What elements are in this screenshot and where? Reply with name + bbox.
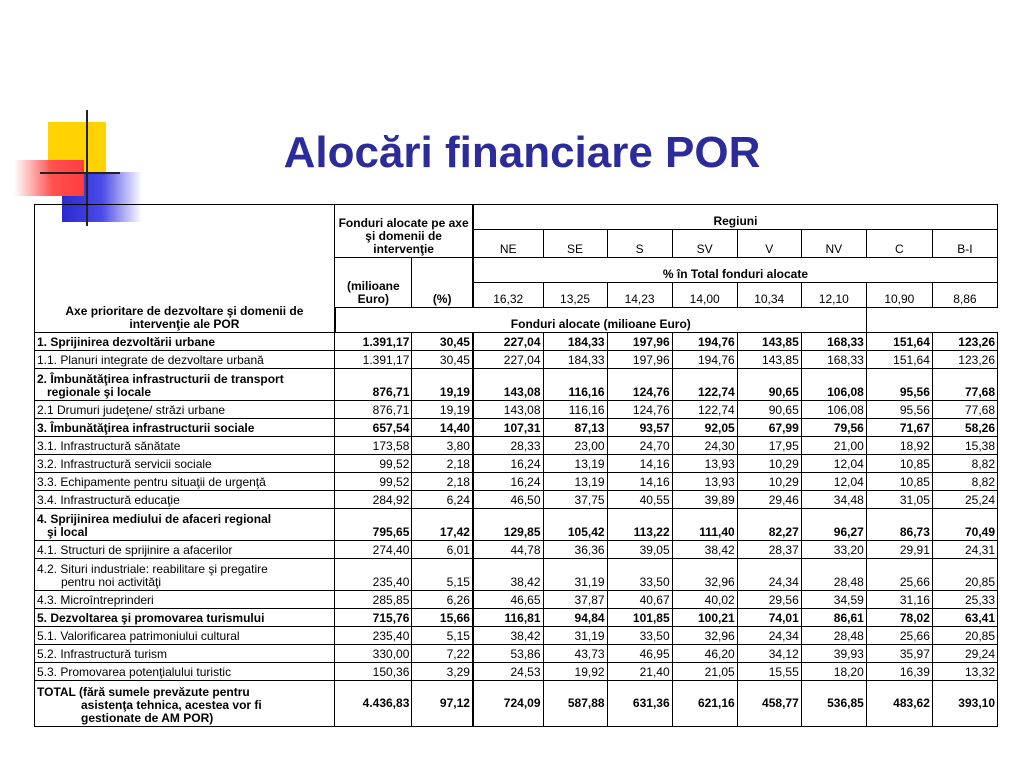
value-cell: 31,16 xyxy=(866,591,932,609)
header-fonduri: Fonduri alocate pe axe şi domenii de intervenţie xyxy=(335,205,473,258)
value-cell: 29,56 xyxy=(737,591,801,609)
value-cell: 168,33 xyxy=(801,351,866,369)
value-cell: 28,48 xyxy=(801,559,866,591)
row-label xyxy=(35,663,335,681)
value-cell: 46,65 xyxy=(473,591,543,609)
value-cell: 24,31 xyxy=(932,541,997,559)
total-value-cell: 458,77 xyxy=(737,681,801,727)
value-cell: 13,19 xyxy=(543,473,607,491)
value-cell: 284,92 xyxy=(335,491,412,509)
value-cell: 13,32 xyxy=(932,663,997,681)
value-cell: 77,68 xyxy=(932,401,997,419)
total-value-cell: 724,09 xyxy=(473,681,543,727)
value-cell: 106,08 xyxy=(801,401,866,419)
value-cell: 1.391,17 xyxy=(335,351,412,369)
value-cell: 18,20 xyxy=(801,663,866,681)
table-row xyxy=(35,541,998,559)
value-cell: 6,01 xyxy=(412,541,473,559)
total-value-cell: 97,12 xyxy=(412,681,473,727)
row-label xyxy=(35,369,335,401)
value-cell: 14,16 xyxy=(607,455,672,473)
row-label-line: 5.2. Infrastructură turism xyxy=(37,647,168,661)
value-cell: 38,42 xyxy=(672,541,737,559)
value-cell: 8,82 xyxy=(932,473,997,491)
value-cell: 67,99 xyxy=(737,419,801,437)
value-cell: 70,49 xyxy=(932,509,997,541)
value-cell: 123,26 xyxy=(932,351,997,369)
value-cell: 14,16 xyxy=(607,473,672,491)
total-label-line: asistenţa tehnica, acestea vor fi xyxy=(81,698,262,712)
value-cell: 12,04 xyxy=(801,455,866,473)
total-value-cell: 631,36 xyxy=(607,681,672,727)
value-cell: 18,92 xyxy=(866,437,932,455)
value-cell: 40,67 xyxy=(607,591,672,609)
header-milioane: (milioane Euro) xyxy=(335,258,412,308)
value-cell: 33,50 xyxy=(607,627,672,645)
value-cell: 95,56 xyxy=(866,401,932,419)
value-cell: 1.391,17 xyxy=(335,333,412,351)
value-cell: 63,41 xyxy=(932,609,997,627)
region-header: B-I xyxy=(932,230,997,258)
value-cell: 184,33 xyxy=(543,333,607,351)
value-cell: 715,76 xyxy=(335,609,412,627)
row-label-line: regionale şi locale xyxy=(47,385,152,399)
row-label-line: 2.1 Drumuri judeţene/ străzi urbane xyxy=(37,403,226,417)
value-cell: 13,93 xyxy=(672,473,737,491)
value-cell: 34,12 xyxy=(737,645,801,663)
value-cell: 36,36 xyxy=(543,541,607,559)
region-header: SV xyxy=(672,230,737,258)
value-cell: 24,30 xyxy=(672,437,737,455)
row-label-line: pentru noi activităţi xyxy=(61,575,162,589)
value-cell: 10,85 xyxy=(866,473,932,491)
value-cell: 25,66 xyxy=(866,559,932,591)
value-cell: 10,29 xyxy=(737,473,801,491)
value-cell: 194,76 xyxy=(672,351,737,369)
row-label xyxy=(35,401,335,419)
region-header: V xyxy=(737,230,801,258)
value-cell: 43,73 xyxy=(543,645,607,663)
value-cell: 101,85 xyxy=(607,609,672,627)
region-header: SE xyxy=(543,230,607,258)
value-cell: 10,29 xyxy=(737,455,801,473)
value-cell: 24,70 xyxy=(607,437,672,455)
value-cell: 30,45 xyxy=(412,333,473,351)
total-label-line: TOTAL (fără sumele prevăzute pentru xyxy=(37,685,250,699)
value-cell: 95,56 xyxy=(866,369,932,401)
value-cell: 77,68 xyxy=(932,369,997,401)
table-row xyxy=(35,609,998,627)
table-row xyxy=(35,455,998,473)
region-pct-cell: 14,23 xyxy=(607,283,672,308)
row-label-line: 4.3. Microîntreprinderi xyxy=(37,593,154,607)
table-row xyxy=(35,559,998,591)
value-cell: 150,36 xyxy=(335,663,412,681)
value-cell: 74,01 xyxy=(737,609,801,627)
value-cell: 107,31 xyxy=(473,419,543,437)
value-cell: 194,76 xyxy=(672,333,737,351)
value-cell: 235,40 xyxy=(335,627,412,645)
total-row xyxy=(35,681,998,727)
row-label-line: 5. Dezvoltarea şi promovarea turismului xyxy=(37,611,265,625)
value-cell: 12,04 xyxy=(801,473,866,491)
total-value-cell: 536,85 xyxy=(801,681,866,727)
header-axe: Axe prioritare de dezvoltare şi domenii de intervenţie ale POR xyxy=(35,205,335,333)
row-label xyxy=(35,437,335,455)
value-cell: 35,97 xyxy=(866,645,932,663)
row-label xyxy=(35,541,335,559)
value-cell: 100,21 xyxy=(672,609,737,627)
total-value-cell: 587,88 xyxy=(543,681,607,727)
row-label-line: 2. Îmbunătăţirea infrastructurii de transport xyxy=(37,372,284,386)
value-cell: 173,58 xyxy=(335,437,412,455)
value-cell: 116,16 xyxy=(543,369,607,401)
value-cell: 32,96 xyxy=(672,627,737,645)
value-cell: 39,93 xyxy=(801,645,866,663)
value-cell: 28,37 xyxy=(737,541,801,559)
value-cell: 6,24 xyxy=(412,491,473,509)
value-cell: 3,80 xyxy=(412,437,473,455)
value-cell: 53,86 xyxy=(473,645,543,663)
value-cell: 33,20 xyxy=(801,541,866,559)
value-cell: 105,42 xyxy=(543,509,607,541)
value-cell: 111,40 xyxy=(672,509,737,541)
value-cell: 795,65 xyxy=(335,509,412,541)
header-fonduri-mil: Fonduri alocate (milioane Euro) xyxy=(335,308,867,333)
value-cell: 3,29 xyxy=(412,663,473,681)
value-cell: 40,02 xyxy=(672,591,737,609)
row-label xyxy=(35,609,335,627)
row-label xyxy=(35,351,335,369)
region-header: S xyxy=(607,230,672,258)
value-cell: 82,27 xyxy=(737,509,801,541)
value-cell: 14,40 xyxy=(412,419,473,437)
value-cell: 21,05 xyxy=(672,663,737,681)
value-cell: 235,40 xyxy=(335,559,412,591)
region-header: C xyxy=(866,230,932,258)
value-cell: 21,00 xyxy=(801,437,866,455)
value-cell: 38,42 xyxy=(473,559,543,591)
value-cell: 28,48 xyxy=(801,627,866,645)
table-row xyxy=(35,437,998,455)
value-cell: 20,85 xyxy=(932,627,997,645)
value-cell: 151,64 xyxy=(866,333,932,351)
value-cell: 29,91 xyxy=(866,541,932,559)
value-cell: 34,48 xyxy=(801,491,866,509)
value-cell: 23,00 xyxy=(543,437,607,455)
value-cell: 86,73 xyxy=(866,509,932,541)
table-row xyxy=(35,401,998,419)
value-cell: 15,55 xyxy=(737,663,801,681)
value-cell: 92,05 xyxy=(672,419,737,437)
row-label xyxy=(35,455,335,473)
region-pct-cell: 14,00 xyxy=(672,283,737,308)
value-cell: 116,81 xyxy=(473,609,543,627)
value-cell: 124,76 xyxy=(607,369,672,401)
value-cell: 2,18 xyxy=(412,473,473,491)
table-row xyxy=(35,663,998,681)
value-cell: 274,40 xyxy=(335,541,412,559)
value-cell: 5,15 xyxy=(412,627,473,645)
table-row xyxy=(35,333,998,351)
value-cell: 16,24 xyxy=(473,455,543,473)
total-value-cell: 393,10 xyxy=(932,681,997,727)
table-row xyxy=(35,509,998,541)
row-label-line: 3. Îmbunătăţirea infrastructurii sociale xyxy=(37,421,255,435)
value-cell: 197,96 xyxy=(607,333,672,351)
value-cell: 31,19 xyxy=(543,627,607,645)
value-cell: 93,57 xyxy=(607,419,672,437)
value-cell: 31,19 xyxy=(543,559,607,591)
value-cell: 10,85 xyxy=(866,455,932,473)
value-cell: 99,52 xyxy=(335,473,412,491)
value-cell: 143,85 xyxy=(737,333,801,351)
value-cell: 285,85 xyxy=(335,591,412,609)
value-cell: 330,00 xyxy=(335,645,412,663)
slide-title: Alocări financiare POR xyxy=(283,128,761,177)
value-cell: 86,61 xyxy=(801,609,866,627)
value-cell: 19,92 xyxy=(543,663,607,681)
region-header: NV xyxy=(801,230,866,258)
region-pct-cell: 16,32 xyxy=(473,283,543,308)
value-cell: 19,19 xyxy=(412,401,473,419)
header-percent: (%) xyxy=(412,258,473,308)
total-value-cell: 483,62 xyxy=(866,681,932,727)
header-regiuni: Regiuni xyxy=(473,205,998,230)
value-cell: 143,08 xyxy=(473,369,543,401)
region-pct-cell: 8,86 xyxy=(932,283,997,308)
row-label-line: 3.1. Infrastructură sănătate xyxy=(37,439,181,453)
row-label-line: 3.4. Infrastructură educaţie xyxy=(37,493,180,507)
value-cell: 25,66 xyxy=(866,627,932,645)
value-cell: 90,65 xyxy=(737,401,801,419)
value-cell: 106,08 xyxy=(801,369,866,401)
total-value-cell: 621,16 xyxy=(672,681,737,727)
value-cell: 24,34 xyxy=(737,627,801,645)
table-row xyxy=(35,491,998,509)
value-cell: 113,22 xyxy=(607,509,672,541)
value-cell: 129,85 xyxy=(473,509,543,541)
value-cell: 16,24 xyxy=(473,473,543,491)
table-row xyxy=(35,645,998,663)
row-label-line: 1.1. Planuri integrate de dezvoltare urbană xyxy=(37,353,264,367)
value-cell: 143,85 xyxy=(737,351,801,369)
value-cell: 123,26 xyxy=(932,333,997,351)
value-cell: 5,15 xyxy=(412,559,473,591)
value-cell: 37,75 xyxy=(543,491,607,509)
value-cell: 46,95 xyxy=(607,645,672,663)
value-cell: 38,42 xyxy=(473,627,543,645)
row-label xyxy=(35,591,335,609)
value-cell: 25,24 xyxy=(932,491,997,509)
value-cell: 99,52 xyxy=(335,455,412,473)
value-cell: 94,84 xyxy=(543,609,607,627)
value-cell: 90,65 xyxy=(737,369,801,401)
value-cell: 876,71 xyxy=(335,401,412,419)
value-cell: 876,71 xyxy=(335,369,412,401)
table-row xyxy=(35,351,998,369)
value-cell: 124,76 xyxy=(607,401,672,419)
value-cell: 17,42 xyxy=(412,509,473,541)
row-label xyxy=(35,509,335,541)
table-row xyxy=(35,369,998,401)
value-cell: 32,96 xyxy=(672,559,737,591)
value-cell: 24,53 xyxy=(473,663,543,681)
value-cell: 19,19 xyxy=(412,369,473,401)
row-label-line: 1. Sprijinirea dezvoltării urbane xyxy=(37,335,216,349)
row-label-line: şi local xyxy=(47,525,88,539)
row-label xyxy=(35,491,335,509)
value-cell: 87,13 xyxy=(543,419,607,437)
value-cell: 39,05 xyxy=(607,541,672,559)
region-pct-cell: 13,25 xyxy=(543,283,607,308)
value-cell: 116,16 xyxy=(543,401,607,419)
value-cell: 37,87 xyxy=(543,591,607,609)
value-cell: 40,55 xyxy=(607,491,672,509)
value-cell: 168,33 xyxy=(801,333,866,351)
value-cell: 122,74 xyxy=(672,401,737,419)
value-cell: 21,40 xyxy=(607,663,672,681)
value-cell: 33,50 xyxy=(607,559,672,591)
region-pct-cell: 10,34 xyxy=(737,283,801,308)
value-cell: 227,04 xyxy=(473,351,543,369)
value-cell: 657,54 xyxy=(335,419,412,437)
value-cell: 96,27 xyxy=(801,509,866,541)
value-cell: 227,04 xyxy=(473,333,543,351)
header-pct-total: % în Total fonduri alocate xyxy=(473,258,998,283)
value-cell: 7,22 xyxy=(412,645,473,663)
value-cell: 16,39 xyxy=(866,663,932,681)
row-label xyxy=(35,473,335,491)
value-cell: 79,56 xyxy=(801,419,866,437)
value-cell: 15,38 xyxy=(932,437,997,455)
row-label xyxy=(35,559,335,591)
value-cell: 29,46 xyxy=(737,491,801,509)
value-cell: 122,74 xyxy=(672,369,737,401)
total-value-cell: 4.436,83 xyxy=(335,681,412,727)
table-row xyxy=(35,419,998,437)
value-cell: 44,78 xyxy=(473,541,543,559)
value-cell: 2,18 xyxy=(412,455,473,473)
table-row xyxy=(35,591,998,609)
row-label xyxy=(35,333,335,351)
value-cell: 151,64 xyxy=(866,351,932,369)
row-label-line: 4.1. Structuri de sprijinire a afacerilor xyxy=(37,543,233,557)
table-row xyxy=(35,473,998,491)
row-label xyxy=(35,627,335,645)
value-cell: 15,66 xyxy=(412,609,473,627)
value-cell: 34,59 xyxy=(801,591,866,609)
row-label-line: 4.2. Situri industriale: reabilitare şi pregatire xyxy=(37,562,268,576)
region-pct-cell: 12,10 xyxy=(801,283,866,308)
value-cell: 29,24 xyxy=(932,645,997,663)
value-cell: 46,50 xyxy=(473,491,543,509)
allocation-table xyxy=(34,204,998,727)
value-cell: 17,95 xyxy=(737,437,801,455)
value-cell: 13,19 xyxy=(543,455,607,473)
value-cell: 71,67 xyxy=(866,419,932,437)
row-label-line: 5.3. Promovarea potenţialului turistic xyxy=(37,665,232,679)
total-label-line: gestionate de AM POR) xyxy=(81,711,214,725)
value-cell: 13,93 xyxy=(672,455,737,473)
value-cell: 143,08 xyxy=(473,401,543,419)
value-cell: 58,26 xyxy=(932,419,997,437)
value-cell: 39,89 xyxy=(672,491,737,509)
row-label xyxy=(35,419,335,437)
total-label xyxy=(35,681,335,727)
value-cell: 30,45 xyxy=(412,351,473,369)
row-label-line: 4. Sprijinirea mediului de afaceri regional xyxy=(37,512,272,526)
value-cell: 24,34 xyxy=(737,559,801,591)
row-label-line: 3.2. Infrastructură servicii sociale xyxy=(37,457,212,471)
row-label-line: 3.3. Echipamente pentru situaţii de urgenţă xyxy=(37,475,266,489)
value-cell: 197,96 xyxy=(607,351,672,369)
row-label xyxy=(35,645,335,663)
region-pct-cell: 10,90 xyxy=(866,283,932,308)
value-cell: 20,85 xyxy=(932,559,997,591)
value-cell: 25,33 xyxy=(932,591,997,609)
value-cell: 31,05 xyxy=(866,491,932,509)
value-cell: 8,82 xyxy=(932,455,997,473)
value-cell: 28,33 xyxy=(473,437,543,455)
region-header: NE xyxy=(473,230,543,258)
value-cell: 184,33 xyxy=(543,351,607,369)
row-label-line: 5.1. Valorificarea patrimoniului cultural xyxy=(37,629,240,643)
value-cell: 78,02 xyxy=(866,609,932,627)
value-cell: 46,20 xyxy=(672,645,737,663)
value-cell: 6,26 xyxy=(412,591,473,609)
table-row xyxy=(35,627,998,645)
